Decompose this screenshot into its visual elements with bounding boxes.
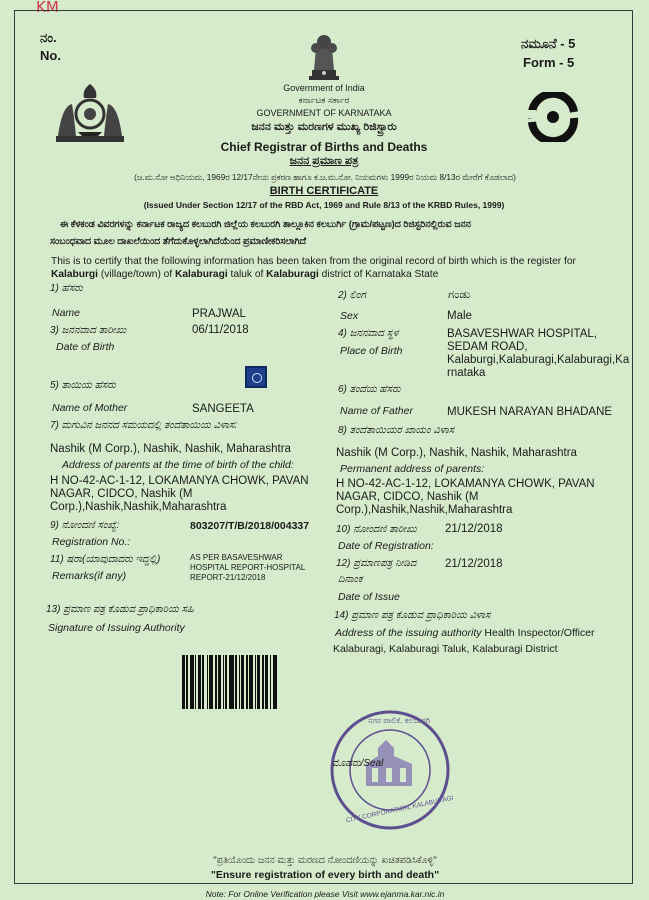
- field-7-label-kn: 7) ಮಗುವಿನ ಜನನದ ಸಮಯದಲ್ಲಿ ತಂದೆತಾಯಿಯ ವಿಳಾಸ:: [50, 420, 238, 431]
- seal-bottom-text: CITY CORPORATION, KALABURAGI: [345, 794, 455, 825]
- issue-date-label: Date of Issue: [338, 591, 400, 603]
- birth-address-place: Nashik (M Corp.), Nashik, Nashik, Maharashtra: [50, 443, 291, 455]
- birth-address-line3: Corp.),Nashik,Nashik,Maharashtra: [50, 501, 227, 513]
- issuing-address: [335, 627, 595, 639]
- intro-mid2: taluk of: [227, 269, 267, 280]
- field-12-label-kn-2: ದಿನಾಂಕ: [338, 574, 363, 585]
- slogan-kn: "ಪ್ರತಿಯೊಂದು ಜನನ ಮತ್ತು ಮರಣದ ನೋಂದಣಿಯನ್ನು ಖಚಿತಪಡಿಸಿಕೊಳ್ಳಿ": [213, 855, 437, 866]
- perm-address-line3: Corp.),Nashik,Nashik,Maharashtra: [336, 504, 513, 516]
- perm-address-line2: NAGAR, CIDCO, Nashik (M: [336, 491, 479, 503]
- issue-date-value: 21/12/2018: [445, 558, 503, 570]
- field-3-label-kn: 3) ಜನನವಾದ ತಾರೀಖು: [50, 325, 127, 336]
- field-2-label-kn: 2) ಲಿಂಗ: [338, 290, 366, 301]
- form-label-kn: ನಮೂನೆ - 5: [521, 36, 576, 51]
- field-13-label-kn: 13) ಪ್ರಮಾಣ ಪತ್ರ ಕೊಡುವ ಪ್ರಾಧಿಕಾರಿಯ ಸಹಿ: [46, 604, 194, 615]
- number-label-kn: ನಂ.: [40, 30, 57, 45]
- registration-date-value: 21/12/2018: [445, 523, 503, 535]
- pob-line4: rnataka: [447, 367, 486, 379]
- slogan: "Ensure registration of every birth and death": [210, 869, 440, 881]
- issuing-address-value: Health Inspector/Officer: [481, 627, 595, 639]
- intro-mid1: (village/town) of: [97, 269, 175, 280]
- birth-address-label: Address of parents at the time of birth of the child:: [62, 459, 294, 471]
- issuing-address-label: Address of the issuing authority: [335, 627, 482, 639]
- perm-address-line1: H NO-42-AC-1-12, LOKAMANYA CHOWK, PAVAN: [336, 478, 595, 490]
- sex-value-kn: ಗಂಡು: [448, 289, 471, 301]
- intro-en-line1: This is to certify that the following information has been taken from the original record of birth which is the register for: [51, 256, 576, 267]
- intro-end: district of Karnataka State: [318, 269, 439, 280]
- registration-date-label: Date of Registration:: [338, 540, 434, 552]
- verification-note: Note: For Online Verification please Visit www.ejanma.kar.nic.in: [205, 889, 445, 899]
- field-6-label-kn: 6) ತಂದೆಯ ಹೆಸರು: [338, 384, 401, 395]
- barcode-icon: [182, 655, 302, 709]
- certificate-title-kn: ಜನನ ಪ್ರಮಾಣ ಪತ್ರ: [289, 155, 359, 167]
- dob-label: Date of Birth: [56, 341, 115, 353]
- number-label: No.: [40, 48, 61, 63]
- pob-line2: SEDAM ROAD,: [447, 341, 528, 353]
- birth-address-line2: NAGAR, CIDCO, Nashik (M: [50, 488, 193, 500]
- intro-en-line2: [51, 269, 621, 280]
- registration-number-label: Registration No.:: [52, 536, 131, 548]
- field-14-label-kn: 14) ಪ್ರಮಾಣ ಪತ್ರ ಕೊಡುವ ಪ್ರಾಧಿಕಾರಿಯ ವಿಳಾಸ: [334, 610, 491, 621]
- karnataka-emblem-icon: [52, 76, 128, 152]
- qr-logo-icon: [245, 366, 267, 388]
- sex-value: Male: [447, 310, 472, 322]
- form-label: Form - 5: [523, 55, 575, 70]
- perm-address-label: Permanent address of parents:: [340, 463, 485, 475]
- remarks-line3: REPORT-21/12/2018: [190, 573, 266, 582]
- field-11-label-kn: 11) ಷರಾ(ಯಾವುದಾದರು ಇದ್ದಲ್ಲಿ): [50, 554, 161, 565]
- national-emblem-icon: [304, 30, 344, 82]
- field-9-label-kn: 9) ನೋಂದಣಿ ಸಂಖ್ಯೆ:: [50, 520, 120, 531]
- field-12-label-kn: 12) ಪ್ರಮಾಣಪತ್ರ ನೀಡಿದ: [336, 558, 417, 569]
- intro-kn-line2: ಸಂಬಂಧವಾದ ಮೂಲ ದಾಖಲೆಯಿಂದ ತೆಗೆದುಕೊಳ್ಳಲಾಗಿದೆಯೆಂದ ಪ್ರಮಾಣೀಕರಿಸಲಾಗಿದೆ: [50, 235, 307, 246]
- remarks-line1: AS PER BASAVESHWAR: [190, 553, 283, 562]
- field-5-label-kn: 5) ತಾಯಿಯ ಹೆಸರು: [50, 380, 116, 391]
- gov-karnataka: GOVERNMENT OF KARNATAKA: [256, 108, 392, 118]
- field-8-label-kn: 8) ತಂದೆತಾಯಿಯರ ಖಾಯಂ ವಿಳಾಸ: [338, 425, 455, 436]
- remarks-line2: HOSPITAL REPORT-HOSPITAL: [190, 563, 306, 572]
- intro-taluk: Kalaburagi: [175, 269, 228, 280]
- mother-value: SANGEETA: [192, 403, 254, 415]
- ejanma-logo-icon: [522, 92, 584, 142]
- registration-number-value: 803207/T/B/2018/004337: [190, 520, 310, 532]
- signature-label: Signature of Issuing Authority: [48, 622, 185, 634]
- gov-karnataka-kn: ಕರ್ನಾಟಕ ಸರ್ಕಾರ: [298, 95, 350, 105]
- act-text-kn: (ಜ.ಮ.ನೋ ಅಧಿನಿಯಮ, 1969ರ 12/17ನೇಯ ಪ್ರಕರಣ ಹಾಗೂ ಕ.ಜ.ಮ.ನೋ. ನಿಯಮಗಳು 1999ರ ನಿಯಮ 8/13ರ ಮೇರೆಗೆ ಕೊಡಲಾದ): [134, 172, 516, 182]
- intro-village: Kalaburgi: [51, 269, 98, 280]
- name-label: Name: [52, 307, 81, 319]
- pob-line3: Kalaburgi,Kalaburagi,Kalaburagi,Ka: [447, 354, 630, 366]
- gov-india: Government of India: [283, 83, 365, 93]
- dob-value: 06/11/2018: [192, 324, 249, 336]
- seal-top-text: ನಗರ ಪಾಲಿಕೆ, ಕಲಬುರಗಿ: [368, 716, 430, 725]
- pob-label: Place of Birth: [340, 345, 403, 357]
- intro-kn-line1: ಈ ಕೆಳಕಂಡ ವಿವರಗಳನ್ನು ಕರ್ನಾಟಕ ರಾಜ್ಯದ ಕಲಬುರಗಿ ಜಿಲ್ಲೆಯ ಕಲಬುರಗಿ ತಾಲ್ಲೂಕಿನ ಕಲಬುರ್ಗಿ (ಗ್ರಾಮ/ಪಟ್ಟಣ)ದ ರಿಜಿಸ್ಟರಿನಲ್ಲಿರುವ ಜನನ: [60, 218, 471, 229]
- remarks-label: Remarks(if any): [52, 570, 127, 582]
- field-10-label-kn: 10) ನೋಂದಣಿ ತಾರೀಖು: [336, 524, 417, 535]
- seal-label: ಮೊಹರು/Seal: [332, 758, 384, 769]
- act-text: (Issued Under Section 12/17 of the RBD Act, 1969 and Rule 8/13 of the KRBD Rules, 1999): [143, 200, 505, 210]
- intro-district: Kalaburagi: [266, 269, 319, 280]
- name-value: PRAJWAL: [192, 308, 246, 320]
- mother-label: Name of Mother: [52, 402, 128, 414]
- field-1-label-kn: 1) ಹೆಸರು: [50, 283, 83, 294]
- birth-address-line1: H NO-42-AC-1-12, LOKAMANYA CHOWK, PAVAN: [50, 475, 309, 487]
- registrar-kn: ಜನನ ಮತ್ತು ಮರಣಗಳ ಮುಖ್ಯ ರಿಜಿಸ್ಟ್ರಾರು: [251, 121, 397, 133]
- certificate-title: BIRTH CERTIFICATE: [269, 185, 379, 197]
- issuing-address-line2: Kalaburagi, Kalaburagi Taluk, Kalaburagi District: [333, 643, 558, 655]
- pob-line1: BASAVESHWAR HOSPITAL,: [447, 328, 597, 340]
- father-value: MUKESH NARAYAN BHADANE: [447, 406, 613, 418]
- field-4-label-kn: 4) ಜನನವಾದ ಸ್ಥಳ: [338, 328, 399, 339]
- sex-label: Sex: [340, 310, 359, 322]
- registrar-title: Chief Registrar of Births and Deaths: [220, 140, 428, 154]
- handwritten-mark: KM: [36, 0, 59, 16]
- father-label: Name of Father: [340, 405, 413, 417]
- perm-address-place: Nashik (M Corp.), Nashik, Nashik, Maharashtra: [336, 447, 577, 459]
